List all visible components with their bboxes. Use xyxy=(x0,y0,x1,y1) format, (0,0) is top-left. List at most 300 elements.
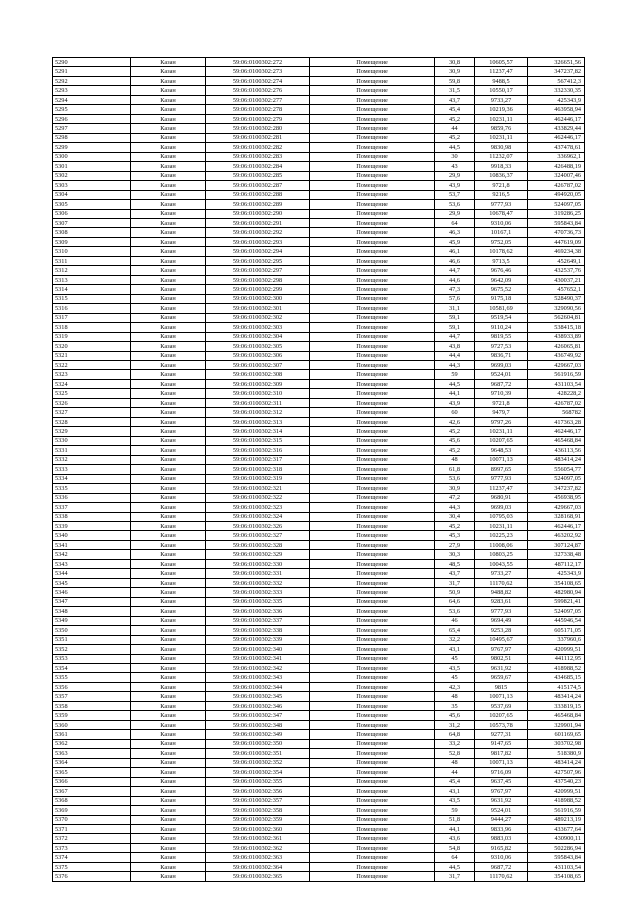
area-cell: 64 xyxy=(435,853,475,862)
cadastral-value-cell: 433829,44 xyxy=(528,124,585,133)
cadastral-number-cell: 59:06:0100302:277 xyxy=(206,95,310,104)
cadastral-value-cell: 462446,17 xyxy=(528,427,585,436)
row-number-cell: 5357 xyxy=(53,692,131,701)
table-row xyxy=(53,152,585,161)
object-type-cell: Помещение xyxy=(310,834,435,843)
area-cell: 31,7 xyxy=(435,872,475,881)
cadastral-number-cell: 59:06:0100302:342 xyxy=(206,664,310,673)
settlement-cell: Казан xyxy=(131,645,206,654)
specific-value-cell: 9537,69 xyxy=(475,701,528,710)
cadastral-value-cell: 465468,84 xyxy=(528,436,585,445)
cadastral-value-cell: 427507,96 xyxy=(528,768,585,777)
cadastral-number-cell: 59:06:0100302:307 xyxy=(206,361,310,370)
cadastral-number-cell: 59:06:0100302:305 xyxy=(206,342,310,351)
specific-value-cell: 9777,93 xyxy=(475,607,528,616)
object-type-cell: Помещение xyxy=(310,550,435,559)
table-row xyxy=(53,209,585,218)
area-cell: 57,6 xyxy=(435,294,475,303)
cadastral-value-cell: 436749,92 xyxy=(528,351,585,360)
cadastral-value-cell: 417363,28 xyxy=(528,417,585,426)
cadastral-number-cell: 59:06:0100302:339 xyxy=(206,635,310,644)
row-number-cell: 5313 xyxy=(53,275,131,284)
cadastral-number-cell: 59:06:0100302:346 xyxy=(206,701,310,710)
table-row xyxy=(53,654,585,663)
cadastral-number-cell: 59:06:0100302:274 xyxy=(206,76,310,85)
object-type-cell: Помещение xyxy=(310,285,435,294)
object-type-cell: Помещение xyxy=(310,436,435,445)
row-number-cell: 5290 xyxy=(53,58,131,67)
row-number-cell: 5336 xyxy=(53,493,131,502)
area-cell: 43,5 xyxy=(435,664,475,673)
cadastral-value-cell: 605171,05 xyxy=(528,626,585,635)
object-type-cell: Помещение xyxy=(310,607,435,616)
table-row xyxy=(53,247,585,256)
settlement-cell: Казан xyxy=(131,616,206,625)
cadastral-number-cell: 59:06:0100302:313 xyxy=(206,417,310,426)
row-number-cell: 5316 xyxy=(53,304,131,313)
area-cell: 53,6 xyxy=(435,474,475,483)
specific-value-cell: 10495,67 xyxy=(475,635,528,644)
specific-value-cell: 11170,62 xyxy=(475,578,528,587)
row-number-cell: 5349 xyxy=(53,616,131,625)
object-type-cell: Помещение xyxy=(310,427,435,436)
specific-value-cell: 10043,55 xyxy=(475,559,528,568)
cadastral-value-cell: 429667,03 xyxy=(528,361,585,370)
cadastral-value-cell: 303702,98 xyxy=(528,739,585,748)
row-number-cell: 5302 xyxy=(53,171,131,180)
row-number-cell: 5344 xyxy=(53,569,131,578)
area-cell: 31,5 xyxy=(435,86,475,95)
specific-value-cell: 11237,47 xyxy=(475,67,528,76)
specific-value-cell: 9797,26 xyxy=(475,417,528,426)
row-number-cell: 5376 xyxy=(53,872,131,881)
object-type-cell: Помещение xyxy=(310,105,435,114)
cadastral-value-cell: 487112,17 xyxy=(528,559,585,568)
specific-value-cell: 9802,51 xyxy=(475,654,528,663)
table-row xyxy=(53,427,585,436)
specific-value-cell: 10225,23 xyxy=(475,531,528,540)
object-type-cell: Помещение xyxy=(310,711,435,720)
object-type-cell: Помещение xyxy=(310,578,435,587)
row-number-cell: 5314 xyxy=(53,285,131,294)
object-type-cell: Помещение xyxy=(310,237,435,246)
settlement-cell: Казан xyxy=(131,654,206,663)
row-number-cell: 5326 xyxy=(53,398,131,407)
settlement-cell: Казан xyxy=(131,200,206,209)
specific-value-cell: 11237,47 xyxy=(475,484,528,493)
table-body xyxy=(53,58,585,882)
row-number-cell: 5317 xyxy=(53,313,131,322)
specific-value-cell: 9694,49 xyxy=(475,616,528,625)
area-cell: 45,9 xyxy=(435,237,475,246)
area-cell: 43,6 xyxy=(435,834,475,843)
object-type-cell: Помещение xyxy=(310,739,435,748)
specific-value-cell: 9687,72 xyxy=(475,379,528,388)
table-row xyxy=(53,332,585,341)
cadastral-value-cell: 469234,38 xyxy=(528,247,585,256)
object-type-cell: Помещение xyxy=(310,275,435,284)
table-row xyxy=(53,275,585,284)
object-type-cell: Помещение xyxy=(310,512,435,521)
settlement-cell: Казан xyxy=(131,720,206,729)
settlement-cell: Казан xyxy=(131,342,206,351)
table-row xyxy=(53,313,585,322)
specific-value-cell: 9721,8 xyxy=(475,398,528,407)
object-type-cell: Помещение xyxy=(310,635,435,644)
row-number-cell: 5335 xyxy=(53,484,131,493)
specific-value-cell: 9444,27 xyxy=(475,815,528,824)
specific-value-cell: 10836,37 xyxy=(475,171,528,180)
table-row xyxy=(53,266,585,275)
area-cell: 43,5 xyxy=(435,796,475,805)
cadastral-number-cell: 59:06:0100302:349 xyxy=(206,730,310,739)
specific-value-cell: 9675,52 xyxy=(475,285,528,294)
object-type-cell: Помещение xyxy=(310,701,435,710)
cadastral-number-cell: 59:06:0100302:361 xyxy=(206,834,310,843)
specific-value-cell: 9699,03 xyxy=(475,503,528,512)
object-type-cell: Помещение xyxy=(310,162,435,171)
settlement-cell: Казан xyxy=(131,673,206,682)
cadastral-number-cell: 59:06:0100302:347 xyxy=(206,711,310,720)
table-row xyxy=(53,739,585,748)
area-cell: 60 xyxy=(435,408,475,417)
cadastral-number-cell: 59:06:0100302:335 xyxy=(206,597,310,606)
cadastral-number-cell: 59:06:0100302:323 xyxy=(206,503,310,512)
object-type-cell: Помещение xyxy=(310,455,435,464)
cadastral-number-cell: 59:06:0100302:354 xyxy=(206,768,310,777)
cadastral-value-cell: 483414,24 xyxy=(528,692,585,701)
table-row xyxy=(53,578,585,587)
area-cell: 53,7 xyxy=(435,190,475,199)
specific-value-cell: 10071,13 xyxy=(475,758,528,767)
area-cell: 44,7 xyxy=(435,332,475,341)
cadastral-value-table xyxy=(52,57,585,882)
row-number-cell: 5332 xyxy=(53,455,131,464)
cadastral-number-cell: 59:06:0100302:283 xyxy=(206,152,310,161)
cadastral-number-cell: 59:06:0100302:301 xyxy=(206,304,310,313)
table-row xyxy=(53,853,585,862)
object-type-cell: Помещение xyxy=(310,673,435,682)
specific-value-cell: 9817,82 xyxy=(475,749,528,758)
area-cell: 43 xyxy=(435,162,475,171)
settlement-cell: Казан xyxy=(131,209,206,218)
settlement-cell: Казан xyxy=(131,323,206,332)
row-number-cell: 5312 xyxy=(53,266,131,275)
settlement-cell: Казан xyxy=(131,436,206,445)
area-cell: 30,9 xyxy=(435,484,475,493)
cadastral-number-cell: 59:06:0100302:316 xyxy=(206,446,310,455)
object-type-cell: Помещение xyxy=(310,133,435,142)
cadastral-number-cell: 59:06:0100302:340 xyxy=(206,645,310,654)
cadastral-number-cell: 59:06:0100302:282 xyxy=(206,143,310,152)
table-row xyxy=(53,389,585,398)
row-number-cell: 5348 xyxy=(53,607,131,616)
table-row xyxy=(53,806,585,815)
settlement-cell: Казан xyxy=(131,531,206,540)
row-number-cell: 5294 xyxy=(53,95,131,104)
cadastral-value-cell: 329901,94 xyxy=(528,720,585,729)
object-type-cell: Помещение xyxy=(310,730,435,739)
row-number-cell: 5327 xyxy=(53,408,131,417)
table-row xyxy=(53,294,585,303)
settlement-cell: Казан xyxy=(131,474,206,483)
row-number-cell: 5346 xyxy=(53,588,131,597)
row-number-cell: 5338 xyxy=(53,512,131,521)
specific-value-cell: 9659,67 xyxy=(475,673,528,682)
settlement-cell: Казан xyxy=(131,181,206,190)
area-cell: 27,9 xyxy=(435,540,475,549)
object-type-cell: Помещение xyxy=(310,465,435,474)
area-cell: 64 xyxy=(435,218,475,227)
settlement-cell: Казан xyxy=(131,114,206,123)
specific-value-cell: 10178,62 xyxy=(475,247,528,256)
cadastral-number-cell: 59:06:0100302:322 xyxy=(206,493,310,502)
area-cell: 53,6 xyxy=(435,200,475,209)
cadastral-value-cell: 483414,24 xyxy=(528,758,585,767)
settlement-cell: Казан xyxy=(131,237,206,246)
area-cell: 59,8 xyxy=(435,76,475,85)
object-type-cell: Помещение xyxy=(310,209,435,218)
settlement-cell: Казан xyxy=(131,446,206,455)
row-number-cell: 5354 xyxy=(53,664,131,673)
table-row xyxy=(53,361,585,370)
cadastral-number-cell: 59:06:0100302:304 xyxy=(206,332,310,341)
table-row xyxy=(53,493,585,502)
row-number-cell: 5298 xyxy=(53,133,131,142)
row-number-cell: 5334 xyxy=(53,474,131,483)
settlement-cell: Казан xyxy=(131,872,206,881)
specific-value-cell: 9918,33 xyxy=(475,162,528,171)
settlement-cell: Казан xyxy=(131,256,206,265)
cadastral-value-cell: 561916,59 xyxy=(528,370,585,379)
table-row xyxy=(53,228,585,237)
row-number-cell: 5331 xyxy=(53,446,131,455)
specific-value-cell: 9519,54 xyxy=(475,313,528,322)
settlement-cell: Казан xyxy=(131,152,206,161)
specific-value-cell: 9767,97 xyxy=(475,787,528,796)
cadastral-value-cell: 434685,15 xyxy=(528,673,585,682)
row-number-cell: 5292 xyxy=(53,76,131,85)
cadastral-value-cell: 337960,6 xyxy=(528,635,585,644)
settlement-cell: Казан xyxy=(131,124,206,133)
area-cell: 44,3 xyxy=(435,503,475,512)
table-row xyxy=(53,143,585,152)
row-number-cell: 5341 xyxy=(53,540,131,549)
specific-value-cell: 9676,46 xyxy=(475,266,528,275)
cadastral-value-cell: 494920,05 xyxy=(528,190,585,199)
object-type-cell: Помещение xyxy=(310,531,435,540)
table-row xyxy=(53,455,585,464)
area-cell: 43,9 xyxy=(435,398,475,407)
row-number-cell: 5299 xyxy=(53,143,131,152)
table-row xyxy=(53,181,585,190)
table-row xyxy=(53,692,585,701)
object-type-cell: Помещение xyxy=(310,370,435,379)
row-number-cell: 5366 xyxy=(53,777,131,786)
area-cell: 50,9 xyxy=(435,588,475,597)
cadastral-value-cell: 426488,19 xyxy=(528,162,585,171)
cadastral-value-cell: 452649,1 xyxy=(528,256,585,265)
cadastral-value-cell: 429667,03 xyxy=(528,503,585,512)
row-number-cell: 5301 xyxy=(53,162,131,171)
area-cell: 30 xyxy=(435,152,475,161)
table-row xyxy=(53,162,585,171)
area-cell: 44,1 xyxy=(435,824,475,833)
object-type-cell: Помещение xyxy=(310,304,435,313)
row-number-cell: 5303 xyxy=(53,181,131,190)
row-number-cell: 5315 xyxy=(53,294,131,303)
cadastral-number-cell: 59:06:0100302:330 xyxy=(206,559,310,568)
area-cell: 44,5 xyxy=(435,143,475,152)
table-row xyxy=(53,484,585,493)
row-number-cell: 5328 xyxy=(53,417,131,426)
area-cell: 65,4 xyxy=(435,626,475,635)
table-row xyxy=(53,285,585,294)
table-row xyxy=(53,58,585,67)
area-cell: 59,1 xyxy=(435,323,475,332)
cadastral-number-cell: 59:06:0100302:352 xyxy=(206,758,310,767)
area-cell: 48,5 xyxy=(435,559,475,568)
cadastral-value-cell: 307124,87 xyxy=(528,540,585,549)
cadastral-value-cell: 426787,02 xyxy=(528,181,585,190)
object-type-cell: Помещение xyxy=(310,294,435,303)
cadastral-value-cell: 327338,48 xyxy=(528,550,585,559)
specific-value-cell: 10071,13 xyxy=(475,455,528,464)
cadastral-value-cell: 415174,5 xyxy=(528,682,585,691)
cadastral-value-cell: 437478,61 xyxy=(528,143,585,152)
row-number-cell: 5365 xyxy=(53,768,131,777)
table-row xyxy=(53,76,585,85)
settlement-cell: Казан xyxy=(131,730,206,739)
row-number-cell: 5359 xyxy=(53,711,131,720)
cadastral-number-cell: 59:06:0100302:302 xyxy=(206,313,310,322)
specific-value-cell: 9859,76 xyxy=(475,124,528,133)
table-row xyxy=(53,531,585,540)
object-type-cell: Помещение xyxy=(310,559,435,568)
table-row xyxy=(53,626,585,635)
cadastral-number-cell: 59:06:0100302:285 xyxy=(206,171,310,180)
object-type-cell: Помещение xyxy=(310,616,435,625)
cadastral-value-cell: 420999,51 xyxy=(528,787,585,796)
table-row xyxy=(53,351,585,360)
specific-value-cell: 10231,11 xyxy=(475,427,528,436)
object-type-cell: Помещение xyxy=(310,484,435,493)
cadastral-value-cell: 328168,91 xyxy=(528,512,585,521)
object-type-cell: Помещение xyxy=(310,247,435,256)
specific-value-cell: 9479,7 xyxy=(475,408,528,417)
object-type-cell: Помещение xyxy=(310,417,435,426)
cadastral-number-cell: 59:06:0100302:362 xyxy=(206,843,310,852)
cadastral-value-cell: 562604,81 xyxy=(528,313,585,322)
cadastral-value-cell: 347237,82 xyxy=(528,484,585,493)
settlement-cell: Казан xyxy=(131,218,206,227)
cadastral-value-cell: 465468,84 xyxy=(528,711,585,720)
area-cell: 61,8 xyxy=(435,465,475,474)
cadastral-number-cell: 59:06:0100302:359 xyxy=(206,815,310,824)
table-row xyxy=(53,237,585,246)
area-cell: 45,2 xyxy=(435,427,475,436)
specific-value-cell: 9699,03 xyxy=(475,361,528,370)
settlement-cell: Казан xyxy=(131,398,206,407)
cadastral-number-cell: 59:06:0100302:337 xyxy=(206,616,310,625)
area-cell: 31,1 xyxy=(435,304,475,313)
table-row xyxy=(53,133,585,142)
specific-value-cell: 9310,06 xyxy=(475,853,528,862)
cadastral-number-cell: 59:06:0100302:314 xyxy=(206,427,310,436)
settlement-cell: Казан xyxy=(131,862,206,871)
table-row xyxy=(53,550,585,559)
cadastral-value-cell: 528490,37 xyxy=(528,294,585,303)
settlement-cell: Казан xyxy=(131,86,206,95)
cadastral-number-cell: 59:06:0100302:295 xyxy=(206,256,310,265)
cadastral-value-cell: 425343,9 xyxy=(528,95,585,104)
area-cell: 46,1 xyxy=(435,247,475,256)
object-type-cell: Помещение xyxy=(310,862,435,871)
row-number-cell: 5375 xyxy=(53,862,131,871)
settlement-cell: Казан xyxy=(131,588,206,597)
settlement-cell: Казан xyxy=(131,512,206,521)
area-cell: 33,2 xyxy=(435,739,475,748)
settlement-cell: Казан xyxy=(131,796,206,805)
specific-value-cell: 10581,69 xyxy=(475,304,528,313)
cadastral-value-cell: 347237,82 xyxy=(528,67,585,76)
object-type-cell: Помещение xyxy=(310,351,435,360)
cadastral-value-cell: 418988,52 xyxy=(528,796,585,805)
cadastral-value-cell: 438933,89 xyxy=(528,332,585,341)
table-row xyxy=(53,521,585,530)
row-number-cell: 5320 xyxy=(53,342,131,351)
area-cell: 42,3 xyxy=(435,682,475,691)
area-cell: 47,2 xyxy=(435,493,475,502)
object-type-cell: Помещение xyxy=(310,597,435,606)
specific-value-cell: 9310,06 xyxy=(475,218,528,227)
settlement-cell: Казан xyxy=(131,597,206,606)
row-number-cell: 5337 xyxy=(53,503,131,512)
area-cell: 45,2 xyxy=(435,521,475,530)
table-row xyxy=(53,664,585,673)
cadastral-value-cell: 436113,56 xyxy=(528,446,585,455)
cadastral-number-cell: 59:06:0100302:300 xyxy=(206,294,310,303)
settlement-cell: Казан xyxy=(131,389,206,398)
document-page xyxy=(52,57,584,882)
row-number-cell: 5360 xyxy=(53,720,131,729)
row-number-cell: 5318 xyxy=(53,323,131,332)
cadastral-value-cell: 595843,84 xyxy=(528,853,585,862)
row-number-cell: 5350 xyxy=(53,626,131,635)
cadastral-value-cell: 483414,24 xyxy=(528,455,585,464)
specific-value-cell: 10803,25 xyxy=(475,550,528,559)
specific-value-cell: 10605,57 xyxy=(475,58,528,67)
table-row xyxy=(53,682,585,691)
object-type-cell: Помещение xyxy=(310,171,435,180)
row-number-cell: 5363 xyxy=(53,749,131,758)
specific-value-cell: 9631,92 xyxy=(475,796,528,805)
cadastral-number-cell: 59:06:0100302:279 xyxy=(206,114,310,123)
row-number-cell: 5355 xyxy=(53,673,131,682)
cadastral-value-cell: 518380,9 xyxy=(528,749,585,758)
specific-value-cell: 11170,62 xyxy=(475,872,528,881)
table-row xyxy=(53,559,585,568)
cadastral-number-cell: 59:06:0100302:341 xyxy=(206,654,310,663)
object-type-cell: Помещение xyxy=(310,720,435,729)
cadastral-number-cell: 59:06:0100302:312 xyxy=(206,408,310,417)
settlement-cell: Казан xyxy=(131,408,206,417)
cadastral-number-cell: 59:06:0100302:309 xyxy=(206,379,310,388)
object-type-cell: Помещение xyxy=(310,379,435,388)
settlement-cell: Казан xyxy=(131,285,206,294)
object-type-cell: Помещение xyxy=(310,389,435,398)
area-cell: 48 xyxy=(435,758,475,767)
